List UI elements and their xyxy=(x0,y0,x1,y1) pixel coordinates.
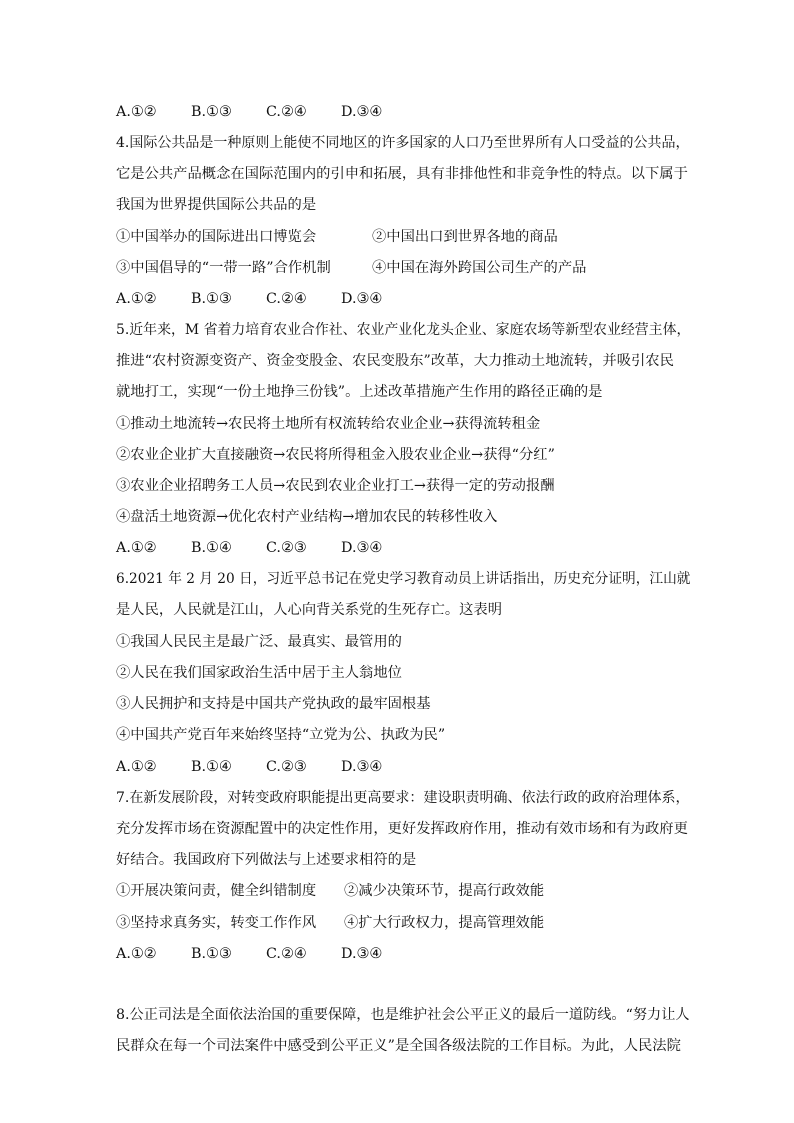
q4-item-4: ④中国在海外跨国公司生产的产品 xyxy=(372,260,587,276)
q4-options xyxy=(116,289,416,309)
q6-item-3: ③人民拥护和支持是中国共产党执政的最牢固根基 xyxy=(116,696,431,712)
q4-stem-line-3: 我国为世界提供国际公共品的是 xyxy=(116,197,317,213)
option-a: A.①② xyxy=(116,540,157,556)
q4-items-row-2 xyxy=(116,258,586,278)
option-d: D.③④ xyxy=(341,104,383,120)
q6-stem-line-2: 是人民，人民就是江山，人心向背关系党的生死存亡。这表明 xyxy=(116,602,503,618)
q5-item-1: ①推动土地流转→农民将土地所有权流转给农业企业→获得流转租金 xyxy=(116,416,541,432)
option-a: A.①② xyxy=(116,759,157,775)
q6-stem-line-1: 6.2021 年 2 月 20 日，习近平总书记在党史学习教育动员上讲话指出，历史充分证明，江山就 xyxy=(116,571,691,587)
q8-stem-line-2: 民群众在每一个司法案件中感受到公平正义”是全国各级法院的工作目标。为此，人民法院 xyxy=(116,1038,681,1054)
option-b: B.①③ xyxy=(191,291,232,307)
option-c: C.②④ xyxy=(266,104,307,120)
q5-item-2: ②农业企业扩大直接融资→农民将所得租金入股农业企业→获得“分红” xyxy=(116,447,555,463)
q4-item-1: ①中国举办的国际进出口博览会 xyxy=(116,229,317,245)
q6-options xyxy=(116,757,416,777)
option-b: B.①④ xyxy=(191,759,232,775)
q7-options xyxy=(116,944,416,964)
q4-stem-line-1: 4.国际公共品是一种原则上能使不同地区的许多国家的人口乃至世界所有人口受益的公共品， xyxy=(116,135,690,151)
option-c: C.②③ xyxy=(266,540,307,556)
q5-stem-line-3: 就地打工，实现“一份土地挣三份钱”。上述改革措施产生作用的路径正确的是 xyxy=(116,384,603,400)
option-a: A.①② xyxy=(116,104,157,120)
q5-options xyxy=(116,538,416,558)
option-b: B.①④ xyxy=(191,540,232,556)
q7-stem-line-2: 充分发挥市场在资源配置中的决定性作用，更好发挥政府作用，推动有效市场和有为政府更 xyxy=(116,821,688,837)
option-c: C.②④ xyxy=(266,946,307,962)
q8-stem-line-1: 8.公正司法是全面依法治国的重要保障，也是维护社会公平正义的最后一道防线。“努力让人 xyxy=(116,1007,690,1023)
option-d: D.③④ xyxy=(341,759,383,775)
option-d: D.③④ xyxy=(341,291,383,307)
prev-question-options xyxy=(116,102,416,122)
option-d: D.③④ xyxy=(341,946,383,962)
q5-item-3: ③农业企业招聘务工人员→农民到农业企业打工→获得一定的劳动报酬 xyxy=(116,478,555,494)
q7-item-1: ①开展决策问责，健全纠错制度 xyxy=(116,883,317,899)
q5-item-4: ④盘活土地资源→优化农村产业结构→增加农民的转移性收入 xyxy=(116,509,498,525)
q7-item-4: ④扩大行政权力，提高管理效能 xyxy=(344,915,545,931)
option-b: B.①③ xyxy=(191,946,232,962)
q4-item-3: ③中国倡导的“一带一路”合作机制 xyxy=(116,260,331,276)
q6-item-2: ②人民在我们国家政治生活中居于主人翁地位 xyxy=(116,665,402,681)
q6-item-4: ④中国共产党百年来始终坚持“立党为公、执政为民” xyxy=(116,727,446,743)
q4-item-2: ②中国出口到世界各地的商品 xyxy=(372,229,558,245)
option-a: A.①② xyxy=(116,291,157,307)
q7-items-row-2 xyxy=(116,913,544,933)
q7-item-3: ③坚持求真务实，转变工作作风 xyxy=(116,915,317,931)
q4-items-row-1 xyxy=(116,227,558,247)
option-d: D.③④ xyxy=(341,540,383,556)
option-b: B.①③ xyxy=(191,104,232,120)
q7-stem-line-1: 7.在新发展阶段，对转变政府职能提出更高要求：建设职责明确、依法行政的政府治理体系， xyxy=(116,790,690,806)
option-c: C.②③ xyxy=(266,759,307,775)
option-a: A.①② xyxy=(116,946,157,962)
q6-item-1: ①我国人民民主是最广泛、最真实、最管用的 xyxy=(116,634,402,650)
option-c: C.②④ xyxy=(266,291,307,307)
q5-stem-line-2: 推进“农村资源变资产、资金变股金、农民变股东”改革，大力推动土地流转，并吸引农民 xyxy=(116,353,674,369)
q5-stem-line-1: 5.近年来，M 省着力培育农业合作社、农业产业化龙头企业、家庭农场等新型农业经营主体， xyxy=(116,322,691,338)
q7-item-2: ②减少决策环节，提高行政效能 xyxy=(344,883,545,899)
q7-stem-line-3: 好结合。我国政府下列做法与上述要求相符的是 xyxy=(116,852,417,868)
q7-items-row-1 xyxy=(116,881,544,901)
q4-stem-line-2: 它是公共产品概念在国际范围内的引申和拓展，具有非排他性和非竞争性的特点。以下属于 xyxy=(116,166,688,182)
